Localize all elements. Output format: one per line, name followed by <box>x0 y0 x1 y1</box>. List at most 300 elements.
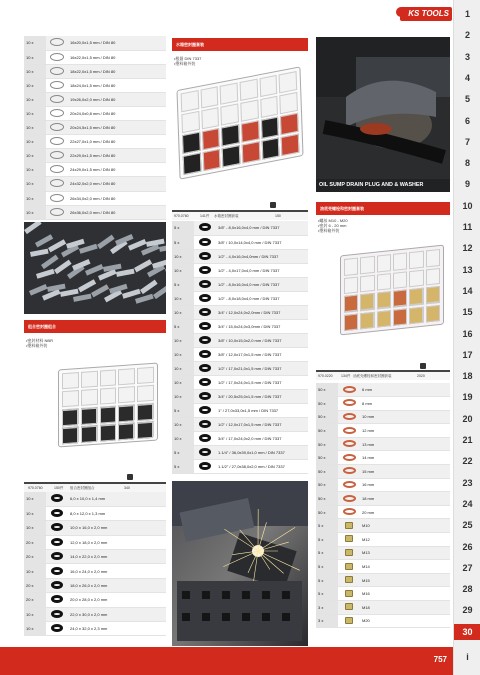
page-number: 757 <box>433 655 447 664</box>
description-cell: 10,0 x 16,0 x 2,0 mm <box>68 521 166 535</box>
quantity-cell: 10 x <box>24 492 46 506</box>
quantity-cell: 10 x <box>172 347 194 361</box>
part-icon-cell <box>338 383 360 397</box>
case-compartment <box>280 113 298 135</box>
part-icon-cell <box>46 78 68 92</box>
description-cell: 12 mm <box>360 424 450 438</box>
case-compartment <box>118 368 135 385</box>
assortment-case-image <box>176 66 303 179</box>
copper-washer-icon <box>343 508 356 515</box>
chapter-tab-8[interactable]: 8 <box>464 158 470 169</box>
fiber-washer-icon <box>199 448 211 456</box>
part-icon-cell <box>338 478 360 492</box>
case-compartment <box>242 141 260 163</box>
description-cell: 3/8" / 10,0x14,0x4,0 mm / DIN 7337 <box>216 235 308 249</box>
bullet-item: •塑料箱外装 <box>318 228 340 233</box>
case-compartment <box>360 311 374 328</box>
quantity-cell: 3 x <box>316 601 338 615</box>
chapter-tab-26[interactable]: 26 <box>462 541 473 552</box>
part-icon-cell <box>46 622 68 636</box>
chapter-tab-18[interactable]: 18 <box>462 371 473 382</box>
table-row <box>172 403 308 417</box>
part-icon-cell <box>46 149 68 163</box>
part-icon-cell <box>46 593 68 607</box>
table-row <box>24 550 166 564</box>
description-cell: 1" / 27,0x33,0x1,5 mm / DIN 7337 <box>216 403 308 417</box>
o-ring-icon <box>50 95 64 103</box>
drain-plug-washer-table <box>316 383 450 628</box>
quantity-cell: 50 x <box>316 437 338 451</box>
description-cell: 3/4" / 15,0x24,0x3,0mm / DIN 7337 <box>216 319 308 333</box>
stud-shape <box>282 591 290 599</box>
fiber-washer-icon <box>199 420 211 428</box>
page-footer <box>0 647 453 675</box>
description-cell: 16,0 x 24,0 x 2,0 mm <box>68 564 166 578</box>
quantity-cell: 10 x <box>24 177 46 191</box>
quantity-cell: 10 x <box>24 135 46 149</box>
case-compartment <box>260 96 278 118</box>
bonded-seal-icon <box>51 595 63 603</box>
bonded-seal-icon <box>51 581 63 589</box>
part-icon-cell <box>338 451 360 465</box>
chapter-tab-10[interactable]: 10 <box>462 200 473 211</box>
description-cell: 1.1/2" / 27,0x38,0x2,0 mm / DIN 7337 <box>216 459 308 473</box>
case-compartment <box>137 385 154 402</box>
case-compartment <box>81 426 97 443</box>
chapter-tab-9[interactable]: 9 <box>464 179 470 190</box>
middle-table-header <box>172 210 308 220</box>
bonded-seal-icon <box>51 624 63 632</box>
quantity-cell: 10 x <box>24 50 46 64</box>
part-icon-cell <box>194 389 216 403</box>
part-icon-cell <box>46 506 68 520</box>
case-compartment <box>377 254 391 272</box>
quantity-cell: 50 x <box>316 478 338 492</box>
o-ring-icon <box>50 53 64 61</box>
description-cell: 3/8" / 10,0x15,0x2,0 mm / DIN 7337 <box>216 333 308 347</box>
fiber-washer-icon <box>199 336 211 344</box>
drain-plug-icon <box>345 617 353 624</box>
case-compartment <box>81 408 97 425</box>
o-ring-icon <box>50 165 64 173</box>
stud-shape <box>242 591 250 599</box>
quantity-cell: 5 x <box>316 573 338 587</box>
case-compartment <box>426 305 440 322</box>
case-compartment <box>81 389 98 406</box>
case-compartment <box>360 293 374 310</box>
quantity-cell: 10 x <box>24 78 46 92</box>
quantity-cell: 50 x <box>316 505 338 519</box>
table-row <box>24 506 166 520</box>
part-icon-cell <box>194 417 216 431</box>
fiber-washer-icon <box>199 308 211 316</box>
case-compartment <box>137 404 153 421</box>
table-row <box>172 361 308 375</box>
description-cell: M13 <box>360 546 450 560</box>
copper-washer-icon <box>343 427 356 434</box>
fiber-washer-icon <box>199 266 211 274</box>
description-cell: 26x34,0x2,0 mm / DIN 80 <box>68 191 166 205</box>
part-number: 970.0760 <box>28 486 43 490</box>
drain-plug-icon <box>345 563 353 570</box>
quantity-cell: 5 x <box>316 546 338 560</box>
chapter-tab-30[interactable]: 30 <box>454 624 480 640</box>
table-row <box>172 235 308 249</box>
case-compartment <box>426 267 440 285</box>
quantity-cell: 10 x <box>24 149 46 163</box>
o-ring-icon <box>50 67 64 75</box>
workshop-photo-image <box>172 481 308 646</box>
case-compartment <box>222 145 240 167</box>
case-compartment <box>393 252 407 270</box>
part-icon-cell <box>194 361 216 375</box>
o-ring-icon <box>50 179 64 187</box>
case-compartment <box>280 92 298 114</box>
part-icon-cell <box>338 560 360 574</box>
o-ring-icon <box>50 38 64 46</box>
description-cell: 22,0 x 30,0 x 2,0 mm <box>68 607 166 621</box>
fiber-washer-icon <box>199 406 211 414</box>
o-ring-icon <box>50 109 64 117</box>
copper-washer-icon <box>343 413 356 420</box>
quantity-cell: 10 x <box>172 263 194 277</box>
part-icon-cell <box>46 106 68 120</box>
case-compartment <box>221 124 239 146</box>
description-cell: M12 <box>360 533 450 547</box>
description-cell: M10 <box>360 519 450 533</box>
piece-count: 134件 <box>341 374 351 378</box>
table-row <box>24 149 166 163</box>
case-compartment <box>344 295 358 312</box>
table-row <box>316 573 450 587</box>
quantity-cell: 10 x <box>172 389 194 403</box>
oil-drain-photo-caption: OIL SUMP DRAIN PLUG AND & WASHER <box>316 179 450 192</box>
case-compartment <box>409 251 423 269</box>
description-cell: 1.1/4" / 36,0x39,0x1,0 mm / DIN 7337 <box>216 445 308 459</box>
bonded-seal-icon <box>51 552 63 560</box>
part-icon-cell <box>194 291 216 305</box>
case-compartment <box>281 134 299 156</box>
description-cell: 22x27,0x1,0 mm / DIN 80 <box>68 135 166 149</box>
quantity-cell: 5 x <box>172 277 194 291</box>
o-ring-icon <box>50 151 64 159</box>
set-name: 水箱密封圈套装 <box>214 214 239 218</box>
description-cell: 16 mm <box>360 478 450 492</box>
table-row <box>24 64 166 78</box>
fiber-washer-icon <box>199 252 211 260</box>
case-compartment <box>118 405 134 422</box>
description-cell: 1/2" / 17,0x24,0x1,5 mm / DIN 7337 <box>216 375 308 389</box>
chapter-tab-1[interactable]: 1 <box>464 9 470 19</box>
copper-washer-icon <box>343 495 356 502</box>
description-cell: 1/2" / 17,0x21,0x1,5 mm / DIN 7337 <box>216 361 308 375</box>
bullet-item: •根据 DIN 7337 <box>174 56 202 61</box>
description-cell: 19x26,0x2,0 mm / DIN 80 <box>68 92 166 106</box>
part-icon-cell <box>46 50 68 64</box>
description-cell: 24,0 x 32,0 x 2,3 mm <box>68 622 166 636</box>
case-compartment <box>183 153 201 175</box>
table-row <box>316 533 450 547</box>
fiber-washer-icon <box>199 238 211 246</box>
part-icon-cell <box>338 465 360 479</box>
bonded-seal-icon <box>51 610 63 618</box>
chapter-tab-4[interactable]: 4 <box>464 72 470 83</box>
description-cell: 14 mm <box>360 451 450 465</box>
part-icon-cell <box>194 403 216 417</box>
table-row <box>316 451 450 465</box>
case-compartment <box>241 120 259 142</box>
drain-plug-icon <box>345 603 353 610</box>
quantity-cell: 10 x <box>24 191 46 205</box>
case-compartment <box>118 423 134 440</box>
table-row <box>316 437 450 451</box>
quantity-cell: 50 x <box>316 492 338 506</box>
table-row <box>172 291 308 305</box>
bonded-seal-icon <box>51 567 63 575</box>
part-icon-cell <box>338 424 360 438</box>
case-compartment <box>393 289 407 306</box>
copper-washer-icon <box>343 481 356 488</box>
table-row <box>172 319 308 333</box>
drain-plug-icon <box>345 590 353 597</box>
quantity-cell: 10 x <box>172 361 194 375</box>
table-row <box>316 614 450 628</box>
chapter-tab-17[interactable]: 17 <box>462 349 473 360</box>
quantity-cell: 10 x <box>24 36 46 50</box>
description-cell: 8,0 x 12,0 x 1,3 mm <box>68 506 166 520</box>
description-cell: 1/2" - 8,0x18,0x4,0 mm / DIN 7337 <box>216 291 308 305</box>
quantity-cell: 20 x <box>24 535 46 549</box>
bullet-item: •塑料箱外装 <box>26 343 48 348</box>
description-cell: 18,0 x 26,0 x 2,0 mm <box>68 578 166 592</box>
chapter-tab-14[interactable]: 14 <box>462 285 473 296</box>
table-row <box>172 347 308 361</box>
set-name: 组合密封圈组合 <box>70 486 95 490</box>
right-section-title: 油底壳螺栓和密封圈套装 <box>316 202 450 215</box>
case-compartment <box>426 286 440 303</box>
description-cell: 1/2" - 4,0x16,0x4,0mm / DIN 7337 <box>216 249 308 263</box>
description-cell: 3/4" / 12,0x24,0x2,0mm / DIN 7337 <box>216 305 308 319</box>
table-row <box>172 221 308 235</box>
quantity-cell: 3 x <box>316 614 338 628</box>
copper-washer-icon <box>343 386 356 393</box>
water-tank-seal-table <box>172 221 308 474</box>
part-icon-cell <box>194 249 216 263</box>
quantity-cell: 50 x <box>316 397 338 411</box>
chapter-tab-22[interactable]: 22 <box>462 456 473 467</box>
part-icon-cell <box>46 135 68 149</box>
o-ring-icon <box>50 123 64 131</box>
part-icon-cell <box>194 277 216 291</box>
chapter-tab-21[interactable]: 21 <box>462 435 473 445</box>
case-compartment <box>100 424 116 441</box>
case-compartment <box>202 128 220 150</box>
o-ring-icon <box>50 137 64 145</box>
quantity-cell: 10 x <box>24 607 46 621</box>
part-icon-cell <box>194 235 216 249</box>
part-icon-cell <box>338 601 360 615</box>
bullet-item: •密封 6 - 20 mm <box>318 223 347 228</box>
part-icon-cell <box>194 333 216 347</box>
chapter-tab-12[interactable]: 12 <box>462 243 473 254</box>
table-row <box>172 459 308 473</box>
table-row <box>24 163 166 177</box>
case-compartment <box>100 369 117 386</box>
case-compartment <box>62 427 78 444</box>
table-row <box>24 135 166 149</box>
part-icon-cell <box>194 347 216 361</box>
chapter-tab-25[interactable]: 25 <box>462 520 473 531</box>
description-cell: 1/2" - 8,0x16,0x4,0 mm / DIN 7337 <box>216 277 308 291</box>
table-row <box>316 465 450 479</box>
chapter-tab-16[interactable]: 16 <box>462 328 473 339</box>
quantity-cell: 5 x <box>316 519 338 533</box>
description-cell: 18 mm <box>360 492 450 506</box>
stud-shape <box>242 613 250 621</box>
case-compartment <box>393 271 407 289</box>
table-row <box>172 417 308 431</box>
bonded-seal-icon <box>51 509 63 517</box>
description-cell: 3/4" / 17,0x24,0x2,0 mm / DIN 7337 <box>216 431 308 445</box>
description-cell: 3/8" - 8,0x16,0x4,0 mm / DIN 7337 <box>216 221 308 235</box>
part-icon-cell <box>338 573 360 587</box>
table-row <box>24 622 166 636</box>
stud-shape <box>182 591 190 599</box>
description-cell: 20 mm <box>360 505 450 519</box>
copper-washer-icon <box>343 467 356 474</box>
description-cell: 14,0 x 22,0 x 2,0 mm <box>68 550 166 564</box>
description-cell: M16 <box>360 587 450 601</box>
part-icon-cell <box>46 191 68 205</box>
description-cell: 8 mm <box>360 397 450 411</box>
copper-washer-icon <box>343 440 356 447</box>
table-row <box>316 560 450 574</box>
chapter-tab-29[interactable]: 29 <box>462 605 473 616</box>
part-icon-cell <box>194 319 216 333</box>
case-compartment <box>181 90 199 112</box>
quantity-cell: 10 x <box>172 431 194 445</box>
chapter-tab-23[interactable]: 23 <box>462 477 473 488</box>
table-row <box>24 578 166 592</box>
case-compartment <box>118 386 135 403</box>
chapter-tab-7[interactable]: 7 <box>464 136 470 147</box>
description-cell: 20,0 x 28,0 x 2,0 mm <box>68 593 166 607</box>
table-row <box>24 78 166 92</box>
table-row <box>172 263 308 277</box>
part-icon-cell <box>338 437 360 451</box>
weight-value: 150 <box>275 214 281 218</box>
chapter-tab-6[interactable]: 6 <box>464 115 470 126</box>
case-compartment <box>279 71 297 93</box>
washers-photo-image <box>24 222 166 314</box>
fiber-washer-icon <box>199 378 211 386</box>
case-compartment <box>62 409 78 426</box>
description-cell: 10 mm <box>360 410 450 424</box>
table-row <box>172 431 308 445</box>
description-cell: 16x20,0x1,5 mm / DIN 80 <box>68 36 166 50</box>
chapter-tab-5[interactable]: 5 <box>464 94 470 105</box>
description-cell: 24x29,0x1,5 mm / DIN 80 <box>68 163 166 177</box>
chapter-tab-24[interactable]: 24 <box>462 498 473 509</box>
quantity-cell: 50 x <box>316 465 338 479</box>
table-row <box>316 478 450 492</box>
description-cell: M14 <box>360 560 450 574</box>
middle-section-bullets <box>174 56 201 66</box>
assortment-case-image <box>340 245 444 336</box>
part-icon-cell <box>46 121 68 135</box>
bullet-item: •密封材料 NBR <box>26 338 53 343</box>
o-ring-icon <box>50 81 64 89</box>
chapter-tab-11[interactable]: 11 <box>462 222 473 232</box>
quantity-cell: 5 x <box>172 403 194 417</box>
table-row <box>24 521 166 535</box>
chapter-tab-15[interactable]: 15 <box>462 307 473 318</box>
case-compartment <box>360 274 374 292</box>
table-row <box>172 389 308 403</box>
table-row <box>24 205 166 219</box>
drain-plug-icon <box>345 549 353 556</box>
part-icon-cell <box>46 64 68 78</box>
quantity-cell: 10 x <box>172 305 194 319</box>
description-cell: 18x24,0x1,5 mm / DIN 80 <box>68 78 166 92</box>
table-row <box>24 607 166 621</box>
piece-count: 150件 <box>54 486 64 490</box>
case-compartment <box>182 132 200 154</box>
table-row <box>24 121 166 135</box>
quantity-cell: 20 x <box>24 578 46 592</box>
chapter-tab-index[interactable]: i <box>466 652 469 662</box>
case-compartment <box>344 258 358 276</box>
part-number: 970.0760 <box>174 214 189 218</box>
description-cell: 22x29,0x1,5 mm / DIN 80 <box>68 149 166 163</box>
chapter-tab-2[interactable]: 2 <box>464 30 470 41</box>
part-icon-cell <box>338 546 360 560</box>
case-compartment <box>137 367 154 384</box>
case-compartment <box>221 103 239 125</box>
o-ring-icon <box>50 208 64 216</box>
table-row <box>316 587 450 601</box>
chapter-tab-3[interactable]: 3 <box>464 51 470 62</box>
fiber-washer-icon <box>199 280 211 288</box>
table-row <box>316 546 450 560</box>
description-cell: 20x24,5x1,5 mm / DIN 80 <box>68 121 166 135</box>
case-compartment <box>240 100 258 122</box>
bonded-seal-icon <box>51 523 63 531</box>
quantity-cell: 10 x <box>24 64 46 78</box>
left-section-title: 组合密封圈组合 <box>24 320 166 333</box>
table-row <box>24 492 166 506</box>
part-icon-cell <box>194 459 216 473</box>
assortment-case-image <box>58 363 158 448</box>
chapter-tab-20[interactable]: 20 <box>462 413 473 424</box>
case-compartment <box>344 276 358 294</box>
chapter-tab-27[interactable]: 27 <box>462 562 473 573</box>
chapter-tab-19[interactable]: 19 <box>462 392 473 403</box>
chapter-tab-28[interactable]: 28 <box>462 584 473 595</box>
quantity-cell: 50 x <box>316 451 338 465</box>
case-compartment <box>409 288 423 305</box>
quantity-cell: 20 x <box>24 550 46 564</box>
stud-shape <box>202 591 210 599</box>
description-cell: 1/2" - 4,0x17,0x4,0 mm / DIN 7337 <box>216 263 308 277</box>
part-icon-cell <box>338 505 360 519</box>
chapter-tab-13[interactable]: 13 <box>462 264 473 275</box>
description-cell: M20 <box>360 614 450 628</box>
table-row <box>172 277 308 291</box>
description-cell: 3/4" / 20,5x25,0x1,5 mm / DIN 7337 <box>216 389 308 403</box>
part-icon-cell <box>46 163 68 177</box>
part-icon-cell <box>338 492 360 506</box>
